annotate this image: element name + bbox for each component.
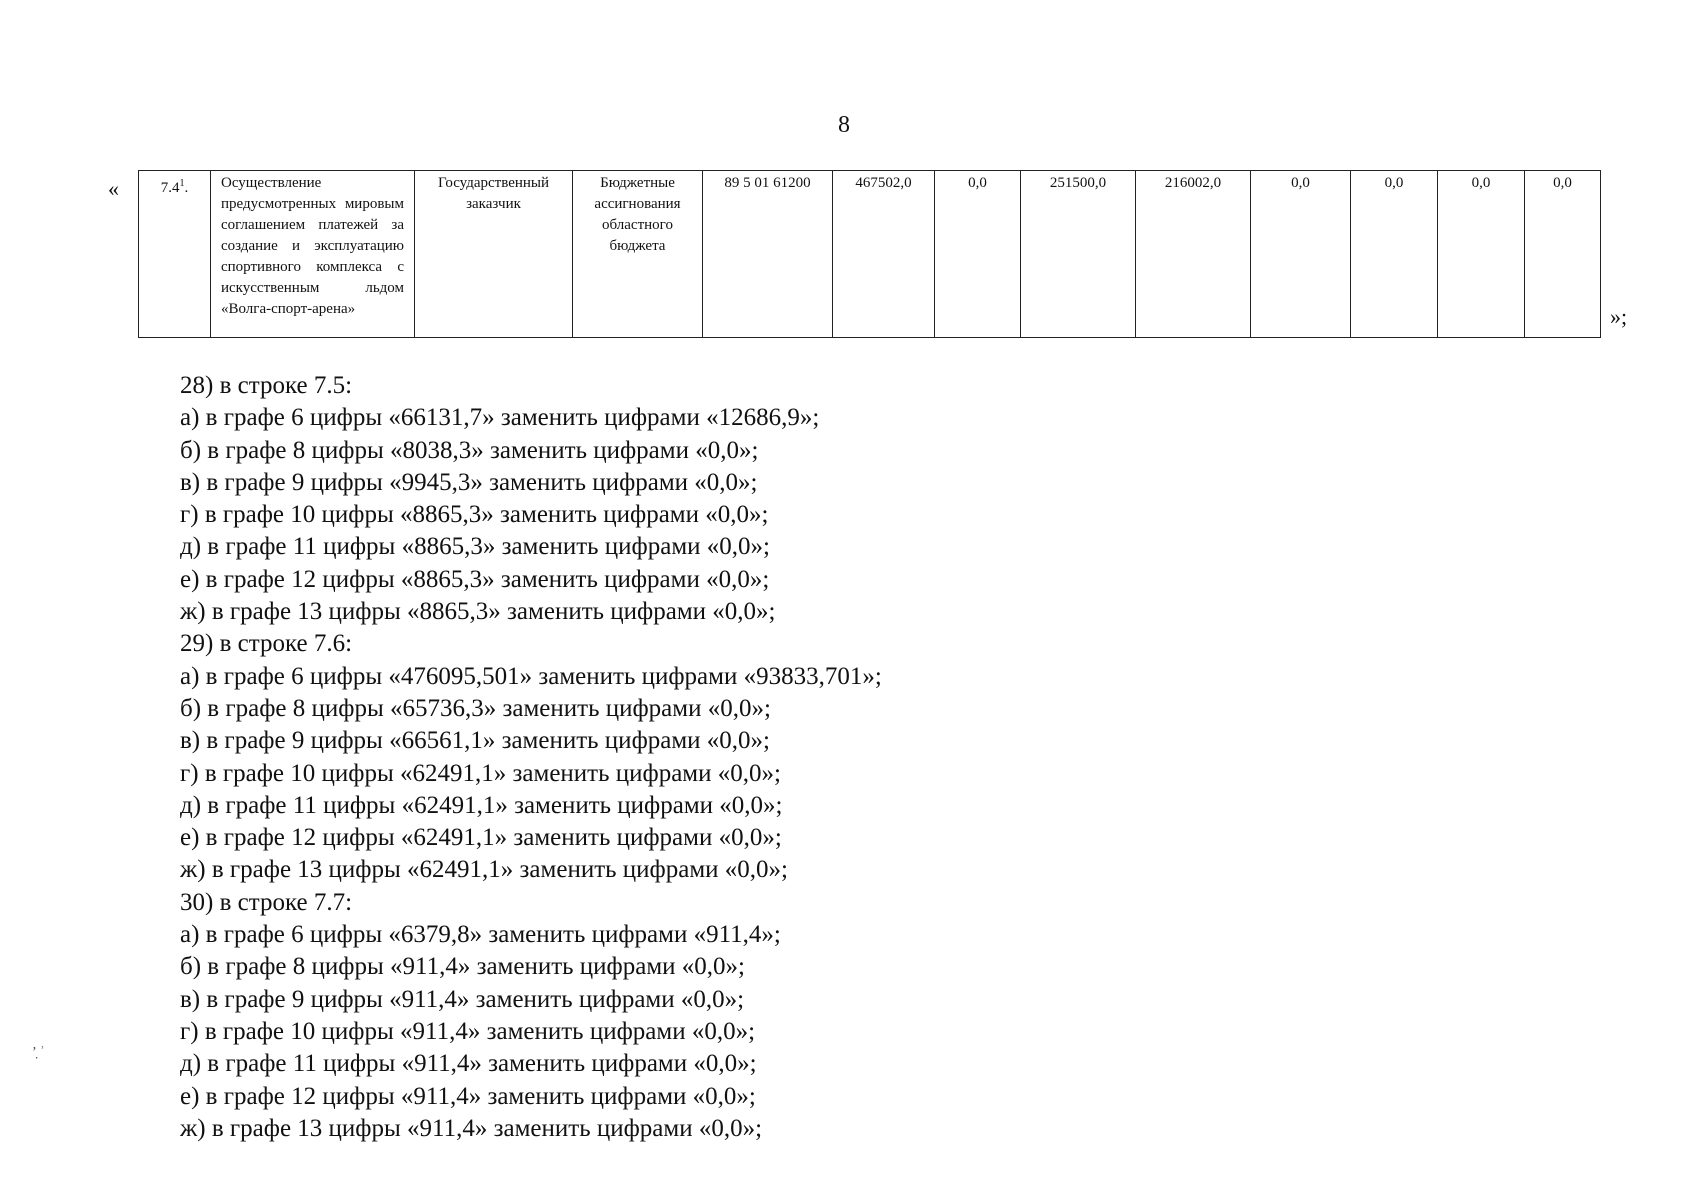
row-number-dot: . [184, 180, 189, 196]
amendment-list [180, 370, 882, 1145]
list-item: а) в графе 6 цифры «476095,501» заменить цифрами «93833,701»; [180, 662, 882, 690]
page-number: 8 [838, 112, 850, 138]
list-item: е) в графе 12 цифры «62491,1» заменить цифрами «0,0»; [180, 824, 782, 852]
scan-mark: ʼ̣ ʾ [32, 1045, 45, 1060]
list-item: г) в графе 10 цифры «8865,3» заменить цифрами «0,0»; [180, 501, 769, 529]
list-item: ж) в графе 13 цифры «911,4» заменить цифрами «0,0»; [180, 1114, 763, 1142]
list-item: 29) в строке 7.6: [180, 630, 353, 658]
list-item: 30) в строке 7.7: [180, 888, 353, 916]
list-item: д) в графе 11 цифры «62491,1» заменить цифрами «0,0»; [180, 791, 783, 819]
value-cell: 216002,0 [1136, 171, 1251, 338]
amendment-table [138, 170, 1601, 338]
budget-code-cell: 89 5 01 61200 [703, 171, 833, 338]
list-item: е) в графе 12 цифры «911,4» заменить цифрами «0,0»; [180, 1082, 756, 1110]
list-item: ж) в графе 13 цифры «62491,1» заменить цифрами «0,0»; [180, 856, 788, 884]
list-item: в) в графе 9 цифры «9945,3» заменить цифрами «0,0»; [180, 468, 758, 496]
list-item: б) в графе 8 цифры «8038,3» заменить цифрами «0,0»; [180, 436, 759, 464]
value-cell: 251500,0 [1021, 171, 1136, 338]
row-number: 7.4 [160, 180, 180, 196]
close-quote: »; [1610, 304, 1628, 329]
list-item: е) в графе 12 цифры «8865,3» заменить цифрами «0,0»; [180, 565, 770, 593]
list-item: а) в графе 6 цифры «66131,7» заменить цифрами «12686,9»; [180, 404, 820, 432]
funding-source-cell: Бюджетные ассигнования областного бюджета [573, 171, 703, 338]
list-item: в) в графе 9 цифры «911,4» заменить цифрами «0,0»; [180, 985, 745, 1013]
table-row [139, 171, 1601, 338]
value-cell: 0,0 [1525, 171, 1601, 338]
value-cell: 0,0 [1251, 171, 1351, 338]
list-item: 28) в строке 7.5: [180, 372, 353, 399]
list-item: а) в графе 6 цифры «6379,8» заменить цифрами «911,4»; [180, 921, 781, 949]
value-cell: 0,0 [1438, 171, 1525, 338]
list-item: г) в графе 10 цифры «911,4» заменить цифрами «0,0»; [180, 1017, 756, 1045]
list-item: б) в графе 8 цифры «65736,3» заменить цифрами «0,0»; [180, 694, 771, 722]
description-cell: Осуществление предусмотренных мировым соглашением платежей за создание и эксплуатацию спортивного комплекса с искусственным льдом «Волга-спорт-арена» [211, 171, 415, 338]
open-quote: « [108, 176, 119, 201]
list-item: в) в графе 9 цифры «66561,1» заменить цифрами «0,0»; [180, 727, 771, 755]
list-item: д) в графе 11 цифры «8865,3» заменить цифрами «0,0»; [180, 533, 770, 561]
value-cell: 0,0 [935, 171, 1021, 338]
list-item: ж) в графе 13 цифры «8865,3» заменить цифрами «0,0»; [180, 598, 776, 626]
row-number-superscript: 1 [179, 178, 185, 189]
row-number-cell [139, 171, 211, 338]
list-item: д) в графе 11 цифры «911,4» заменить цифрами «0,0»; [180, 1050, 757, 1078]
value-cell-total: 467502,0 [833, 171, 935, 338]
list-item: г) в графе 10 цифры «62491,1» заменить цифрами «0,0»; [180, 759, 781, 787]
value-cell: 0,0 [1351, 171, 1438, 338]
executor-cell: Государственный заказчик [415, 171, 573, 338]
list-item: б) в графе 8 цифры «911,4» заменить цифрами «0,0»; [180, 953, 745, 981]
